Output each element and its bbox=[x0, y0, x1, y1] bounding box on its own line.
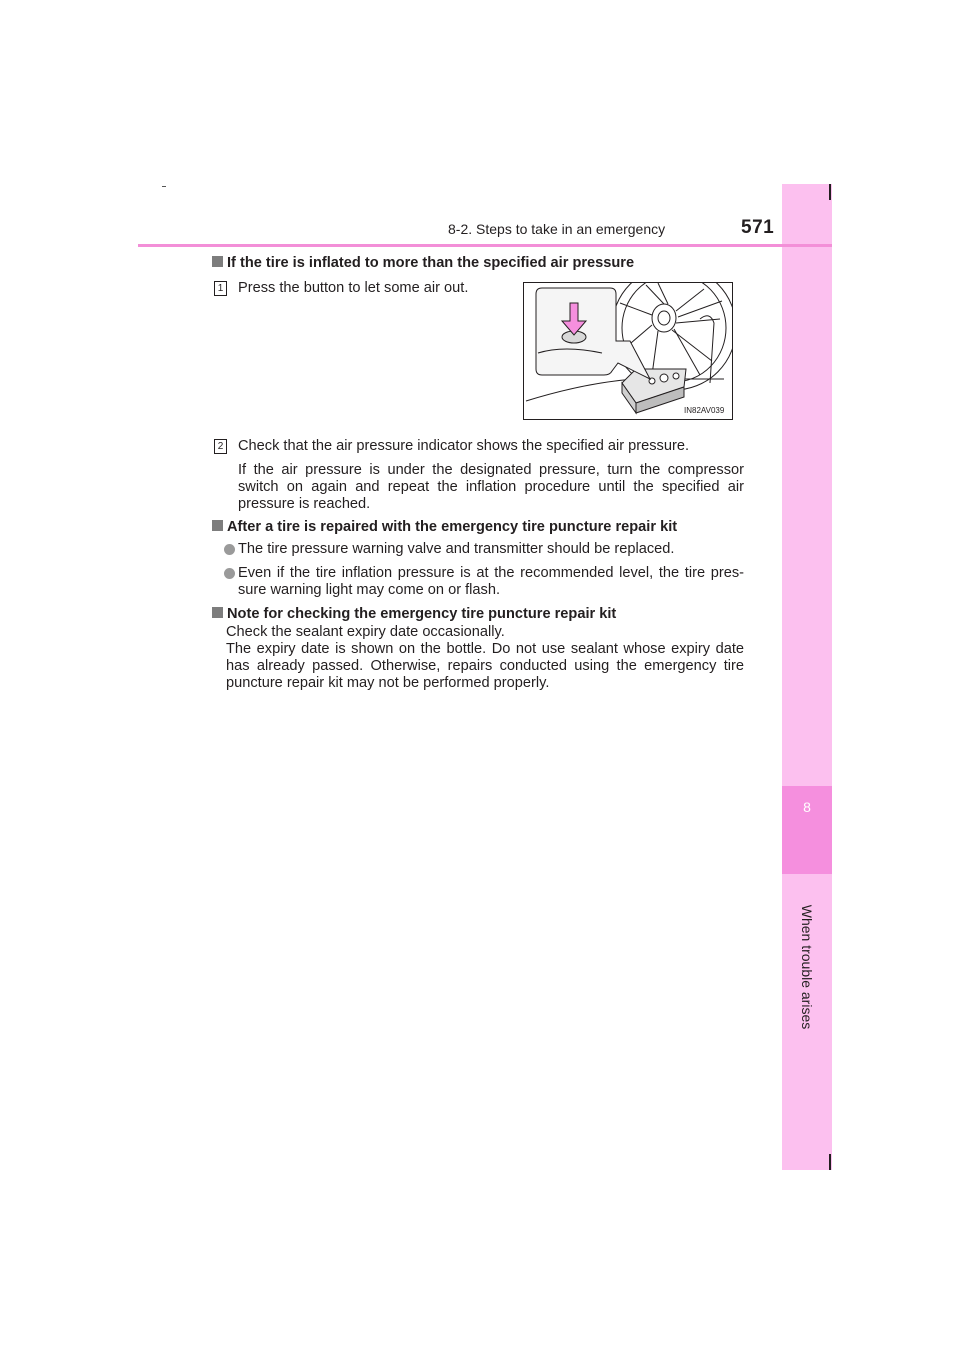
step-text: Check that the air pressure indicator shows the specified air pressure. bbox=[238, 438, 690, 454]
header-rule bbox=[138, 244, 832, 247]
crop-mark-top bbox=[829, 184, 831, 200]
section-body bbox=[226, 624, 744, 692]
page-number: 571 bbox=[741, 217, 775, 238]
section-heading: If the tire is inflated to more than the specified air pressure bbox=[212, 255, 634, 272]
bullet-item bbox=[238, 565, 744, 599]
section-heading: Note for checking the emergency tire puncture repair kit bbox=[212, 606, 616, 623]
square-bullet-icon bbox=[212, 607, 223, 618]
note-line: If the air pressure is under the designated pressure, turn the compressor bbox=[238, 462, 744, 478]
square-bullet-icon bbox=[212, 520, 223, 531]
note-line: pressure is reached. bbox=[238, 496, 371, 512]
bullet-line: Even if the tire inflation pressure is at the recommended level, the tire pres- bbox=[238, 565, 744, 581]
section-heading: After a tire is repaired with the emergency tire puncture repair kit bbox=[212, 519, 677, 536]
step-note bbox=[238, 462, 744, 513]
chapter-number: 8 bbox=[803, 799, 811, 815]
figure-code: IN82AV039 bbox=[684, 406, 725, 415]
breadcrumb: 8-2. Steps to take in an emergency bbox=[448, 221, 666, 237]
chapter-title: When trouble arises bbox=[799, 904, 815, 1030]
body-line: The expiry date is shown on the bottle. Do not use sealant whose expiry date bbox=[226, 641, 744, 657]
body-line: Check the sealant expiry date occasionally. bbox=[226, 624, 505, 640]
note-line: switch on again and repeat the inflation procedure until the specified air bbox=[238, 479, 744, 495]
step-number-box: 2 bbox=[214, 439, 227, 454]
body-line: puncture repair kit may not be performed properly. bbox=[226, 675, 550, 691]
round-bullet-icon bbox=[224, 544, 235, 555]
bullet-line: sure warning light may come on or flash. bbox=[238, 582, 500, 598]
compressor-illustration-drawing bbox=[524, 283, 732, 419]
step-text: Press the button to let some air out. bbox=[238, 280, 469, 296]
step-number-box: 1 bbox=[214, 281, 227, 296]
bullet-item: The tire pressure warning valve and transmitter should be replaced. bbox=[238, 541, 675, 557]
body-line: has already passed. Otherwise, repairs conducted using the emergency tire bbox=[226, 658, 744, 674]
compressor-illustration bbox=[523, 282, 733, 420]
round-bullet-icon bbox=[224, 568, 235, 579]
square-bullet-icon bbox=[212, 256, 223, 267]
crop-tick bbox=[162, 186, 166, 187]
crop-mark-bottom bbox=[829, 1154, 831, 1170]
